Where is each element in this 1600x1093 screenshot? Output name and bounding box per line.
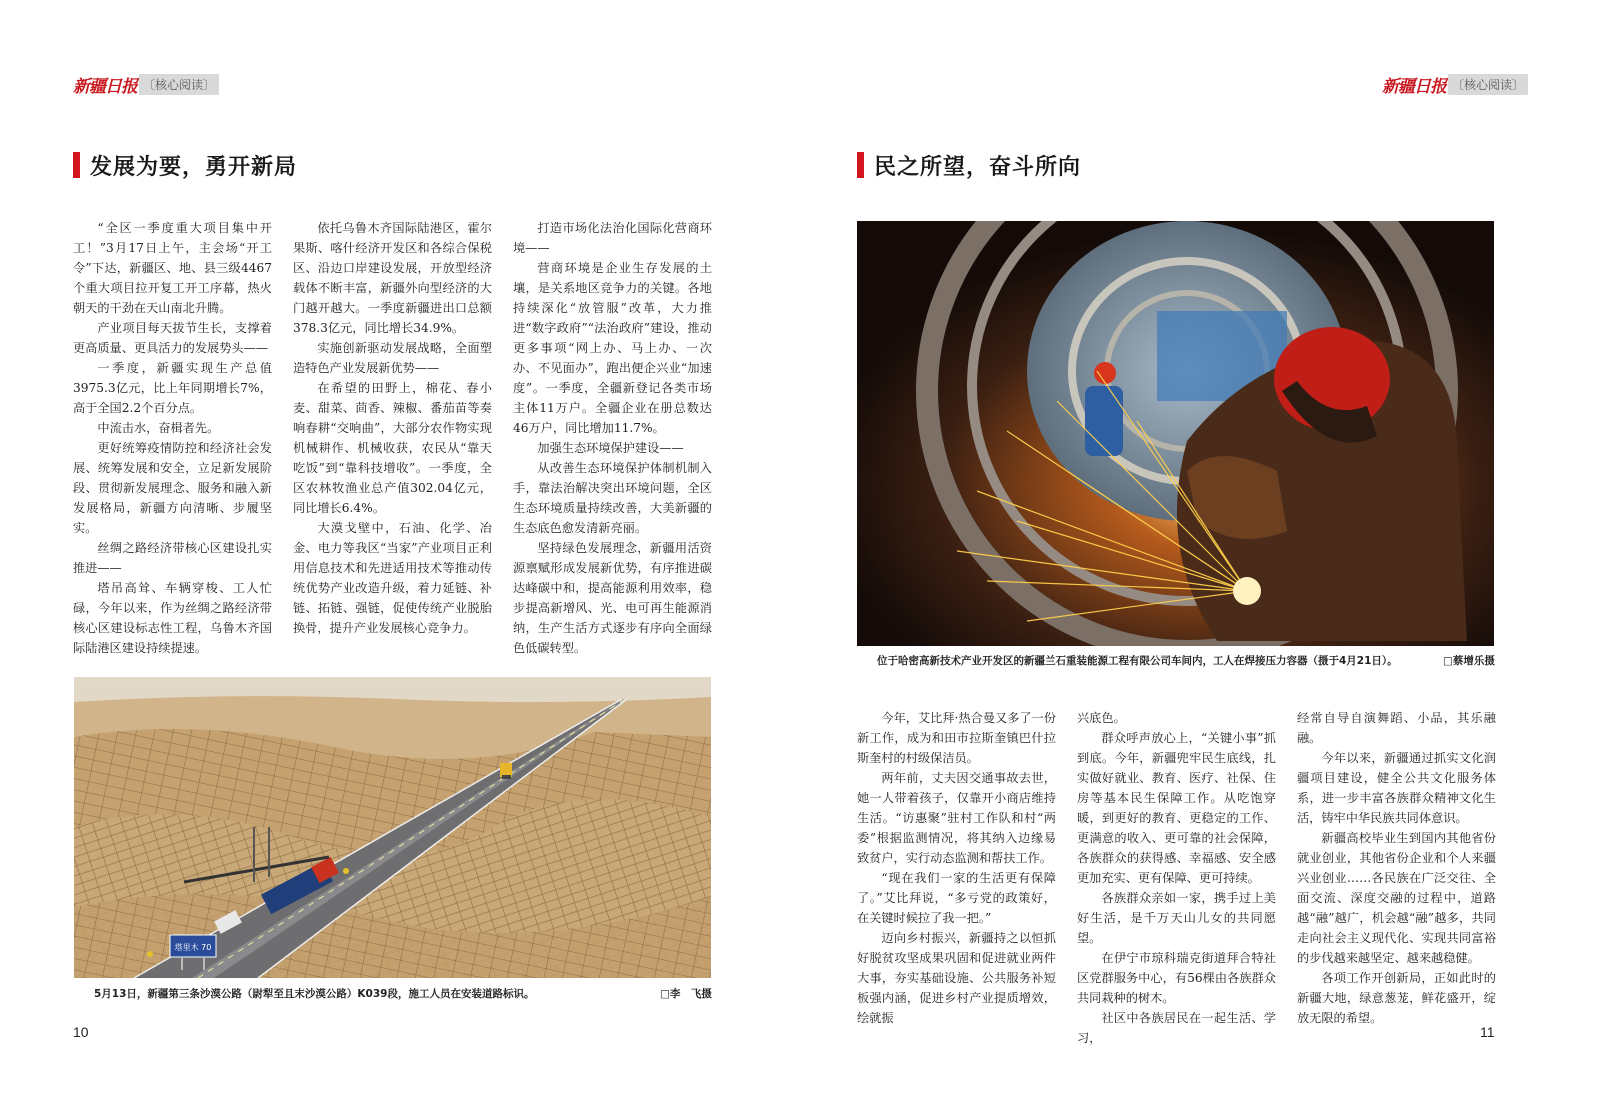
article-column-1 <box>73 218 272 658</box>
newspaper-logo: 新疆日报 <box>73 76 137 97</box>
page-number: 11 <box>1480 1024 1495 1040</box>
right-page <box>800 0 1600 1093</box>
newspaper-logo: 新疆日报 <box>1382 76 1446 97</box>
title-accent-bar <box>857 152 864 178</box>
article-column-3 <box>1297 708 1496 1028</box>
paragraph: 一季度，新疆实现生产总值3975.3亿元，比上年同期增长7%，高于全国2.2个百分点。 <box>73 361 272 415</box>
paragraph: 迈向乡村振兴，新疆持之以恒抓好脱贫攻坚成果巩固和促进就业两件大事，夯实基础设施、公共服务补短板强内涵，促进乡村产业提质增效，绘就振 <box>857 931 1056 1025</box>
paragraph: 依托乌鲁木齐国际陆港区，霍尔果斯、喀什经济开发区和各综合保税区、沿边口岸建设发展，开放型经济载体不断丰富，新疆外向型经济的大门越开越大。一季度新疆进出口总额378.3亿元，同比增长34.9%。 <box>293 221 492 335</box>
paragraph: 中流击水，奋楫者先。 <box>97 421 220 435</box>
paragraph: 群众呼声放心上，“关键小事”抓到底。今年，新疆兜牢民生底线，扎实做好就业、教育、医疗、社保、住房等基本民生保障工作。从吃饱穿暖，到更好的教育、更稳定的工作、更满意的收入、更可靠的社会保障，各族群众的获得感、幸福感、安全感更加充实、更有保障、更可持续。 <box>1077 731 1276 885</box>
paragraph: 营商环境是企业生存发展的土壤，是关系地区竞争力的关键。各地持续深化“放管服”改革，大力推进“数字政府”“法治政府”建设，推动更多事项“网上办、马上办、一次办、不见面办”，跑出便企兴业“加速度”。一季度，全疆新登记各类市场主体11万户。全疆企业在册总数达46万户，同比增加11.7%。 <box>513 261 712 435</box>
paragraph: 实施创新驱动发展战略，全面塑造特色产业发展新优势—— <box>293 341 492 375</box>
section-title-right <box>857 150 1081 180</box>
paragraph: 塔吊高耸、车辆穿梭、工人忙碌，今年以来，作为丝绸之路经济带核心区建设标志性工程，乌鲁木齐国际陆港区建设持续提速。 <box>73 581 272 655</box>
paragraph: 今年，艾比拜·热合曼又多了一份新工作，成为和田市拉斯奎镇巴什拉斯奎村的村级保洁员。 <box>857 711 1056 765</box>
paragraph: 经常自导自演舞蹈、小品，其乐融融。 <box>1297 711 1496 745</box>
title-accent-bar <box>73 152 80 178</box>
paragraph: 加强生态环境保护建设—— <box>537 441 684 455</box>
photo-credit: □李 飞摄 <box>660 988 712 1000</box>
paragraph: 社区中各族居民在一起生活、学习， <box>1077 1011 1276 1045</box>
masthead-left <box>73 73 219 95</box>
paragraph: 打造市场化法治化国际化营商环境—— <box>513 221 712 255</box>
page-title: 民之所望，奋斗所向 <box>874 153 1082 180</box>
welding-illustration <box>857 221 1494 646</box>
paragraph: 在希望的田野上，棉花、春小麦、甜菜、茴香、辣椒、番茄苗等奏响春耕“交响曲”，大部分农作物实现机械耕作、机械收获，农民从“靠天吃饭”到“靠科技增收”。一季度，全区农林牧渔业总产值302.04亿元，同比增长6.4%。 <box>293 381 492 515</box>
page-title: 发展为要，勇开新局 <box>90 153 298 180</box>
section-tag: 〔核心阅读〕 <box>139 74 219 95</box>
paragraph: 坚持绿色发展理念，新疆用活资源禀赋形成发展新优势，有序推进碳达峰碳中和，提高能源利用效率，稳步提高新增风、光、电可再生能源消纳，生产生活方式逐步有序向全面绿色低碳转型。 <box>513 541 712 655</box>
road-sign-text: 塔里木 70 <box>174 943 212 952</box>
paragraph: 更好统筹疫情防控和经济社会发展、统筹发展和安全，立足新发展阶段、贯彻新发展理念、服务和融入新发展格局，新疆方向清晰、步履坚实。 <box>73 441 272 535</box>
section-title-left <box>73 150 297 180</box>
article-column-2 <box>293 218 492 638</box>
paragraph: 今年以来，新疆通过抓实文化润疆项目建设，健全公共文化服务体系，进一步丰富各族群众精神文化生活，铸牢中华民族共同体意识。 <box>1297 751 1496 825</box>
paragraph: 产业项目每天拔节生长，支撑着更高质量、更具活力的发展势头—— <box>73 321 272 355</box>
desert-road-illustration <box>74 677 711 978</box>
photo-caption: 位于哈密高新技术产业开发区的新疆兰石重装能源工程有限公司车间内，工人在焊接压力容器（摄于4月21日）。 <box>877 655 1398 667</box>
paragraph: “现在我们一家的生活更有保障了。”艾比拜说，“多亏党的政策好，在关键时候拉了我一把。” <box>857 871 1056 925</box>
paragraph: “全区一季度重大项目集中开工！”3月17日上午，主会场“开工令”下达，新疆区、地、县三级4467个重大项目拉开复工开工序幕，热火朝天的干劲在天山南北升腾。 <box>73 221 272 315</box>
paragraph: 在伊宁市琼科瑞克街道拜合特社区党群服务中心，有56棵由各族群众共同栽种的树木。 <box>1077 951 1276 1005</box>
paragraph: 新疆高校毕业生到国内其他省份就业创业，其他省份企业和个人来疆兴业创业……各民族在广泛交往、全面交流、深度交融的过程中，道路越“融”越广，机会越“融”越多，共同走向社会主义现代化、实现共同富裕的步伐越来越坚定、越来越稳健。 <box>1297 831 1496 965</box>
paragraph: 兴底色。 <box>1077 711 1126 725</box>
masthead-right <box>1382 73 1528 95</box>
paragraph: 各项工作开创新局，正如此时的新疆大地，绿意葱茏，鲜花盛开，绽放无限的希望。 <box>1297 971 1496 1025</box>
photo-credit: □蔡增乐摄 <box>1443 655 1495 667</box>
article-column-3 <box>513 218 712 658</box>
paragraph: 丝绸之路经济带核心区建设扎实推进—— <box>73 541 272 575</box>
paragraph: 大漠戈壁中，石油、化学、冶金、电力等我区“当家”产业项目正利用信息技术和先进适用技术等推动传统优势产业改造升级，着力延链、补链、拓链、强链，促使传统产业脱胎换骨，提升产业发展核心竞争力。 <box>293 521 492 635</box>
paragraph: 从改善生态环境保护体制机制入手，靠法治解决突出环境问题，全区生态环境质量持续改善，大美新疆的生态底色愈发清新亮丽。 <box>513 461 712 535</box>
article-column-2 <box>1077 708 1276 1048</box>
paragraph: 各族群众亲如一家，携手过上美好生活，是千万天山儿女的共同愿望。 <box>1077 891 1276 945</box>
photo-caption: 5月13日，新疆第三条沙漠公路（尉犁至且末沙漠公路）K039段，施工人员在安装道路标识。 <box>94 988 535 1000</box>
paragraph: 两年前，丈夫因交通事故去世，她一人带着孩子，仅靠开小商店维持生活。“访惠聚”驻村工作队和村“两委”根据监测情况，将其纳入边缘易致贫户，实行动态监测和帮扶工作。 <box>857 771 1056 865</box>
section-tag: 〔核心阅读〕 <box>1448 74 1528 95</box>
welding-photo <box>857 221 1494 646</box>
article-column-1 <box>857 708 1056 1028</box>
desert-road-photo <box>74 677 711 978</box>
page-number: 10 <box>73 1024 89 1040</box>
